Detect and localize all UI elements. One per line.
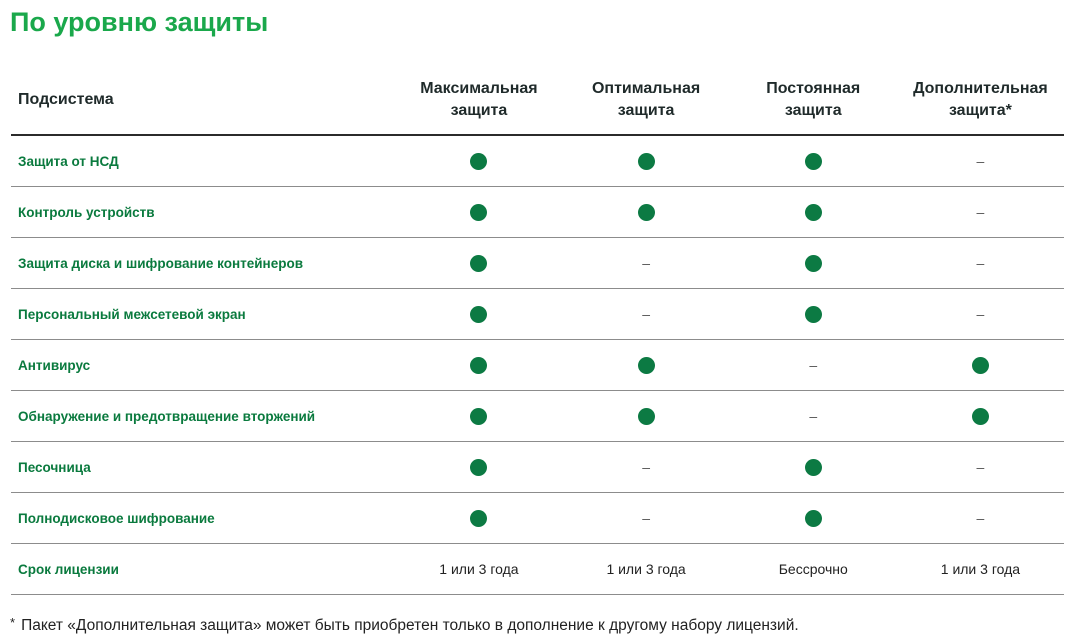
- not-included-dash: –: [642, 306, 650, 322]
- availability-cell: [563, 442, 730, 493]
- footnote-text: Пакет «Дополнительная защита» может быть приобретен только в дополнение к другому набору лицензий.: [21, 617, 799, 634]
- header-subsystem: Подсистема: [11, 66, 395, 135]
- not-included-dash: –: [809, 408, 818, 424]
- subsystem-label: Контроль устройств: [11, 187, 395, 238]
- header-line: Дополнительная: [913, 80, 1048, 97]
- included-dot-icon: [805, 459, 822, 476]
- not-included-dash: –: [976, 255, 985, 271]
- availability-cell: [897, 391, 1064, 442]
- header-line: Максимальная: [420, 80, 538, 97]
- availability-cell: [730, 187, 897, 238]
- license-row: [11, 544, 1064, 595]
- availability-cell: [563, 493, 730, 544]
- availability-cell: [897, 493, 1064, 544]
- included-dot-icon: [638, 204, 655, 221]
- table-row: [11, 340, 1064, 391]
- included-dot-icon: [470, 408, 487, 425]
- availability-cell: [563, 187, 730, 238]
- availability-cell: [563, 391, 730, 442]
- included-dot-icon: [638, 153, 655, 170]
- included-dot-icon: [470, 357, 487, 374]
- header-maximum: [395, 66, 562, 135]
- license-value: Бессрочно: [730, 544, 897, 595]
- table-row: [11, 135, 1064, 187]
- availability-cell: [563, 289, 730, 340]
- availability-cell: [897, 442, 1064, 493]
- included-dot-icon: [470, 510, 487, 527]
- included-dot-icon: [972, 408, 989, 425]
- included-dot-icon: [638, 408, 655, 425]
- page-title: По уровню защиты: [10, 7, 269, 37]
- included-dot-icon: [805, 306, 822, 323]
- availability-cell: [897, 238, 1064, 289]
- not-included-dash: –: [976, 459, 985, 475]
- availability-cell: [730, 493, 897, 544]
- availability-cell: [563, 135, 730, 187]
- license-value: 1 или 3 года: [563, 544, 730, 595]
- footnote-asterisk: *: [10, 615, 16, 630]
- availability-cell: [897, 289, 1064, 340]
- availability-cell: [395, 187, 562, 238]
- included-dot-icon: [805, 153, 822, 170]
- availability-cell: [730, 340, 897, 391]
- header-line: Постоянная: [766, 80, 861, 97]
- availability-cell: [730, 238, 897, 289]
- availability-cell: [395, 238, 562, 289]
- subsystem-label: Персональный межсетевой экран: [11, 289, 395, 340]
- availability-cell: [897, 187, 1064, 238]
- license-label: Срок лицензии: [11, 544, 395, 595]
- subsystem-label: Полнодисковое шифрование: [11, 493, 395, 544]
- availability-cell: [395, 391, 562, 442]
- license-value: 1 или 3 года: [897, 544, 1064, 595]
- included-dot-icon: [805, 204, 822, 221]
- table-row: [11, 187, 1064, 238]
- not-included-dash: –: [976, 510, 985, 526]
- availability-cell: [395, 289, 562, 340]
- header-line: защита*: [948, 102, 1012, 119]
- not-included-dash: –: [642, 459, 650, 475]
- availability-cell: [563, 238, 730, 289]
- header-line: Оптимальная: [591, 80, 701, 97]
- included-dot-icon: [470, 153, 487, 170]
- availability-cell: [897, 135, 1064, 187]
- included-dot-icon: [470, 204, 487, 221]
- header-line: защита: [784, 102, 842, 119]
- availability-cell: [395, 135, 562, 187]
- availability-cell: [730, 391, 897, 442]
- protection-table: [11, 66, 1064, 595]
- availability-cell: [395, 442, 562, 493]
- table-row: [11, 238, 1064, 289]
- header-line: защита: [450, 102, 508, 119]
- included-dot-icon: [638, 357, 655, 374]
- not-included-dash: –: [976, 306, 985, 322]
- header-row: [11, 66, 1064, 135]
- included-dot-icon: [805, 255, 822, 272]
- included-dot-icon: [470, 459, 487, 476]
- header-optimal: [563, 66, 730, 135]
- table-row: [11, 442, 1064, 493]
- subsystem-label: Песочница: [11, 442, 395, 493]
- included-dot-icon: [972, 357, 989, 374]
- footnote: [10, 613, 799, 636]
- header-line: защита: [617, 102, 675, 119]
- table-row: [11, 493, 1064, 544]
- header-additional: [897, 66, 1064, 135]
- availability-cell: [395, 493, 562, 544]
- not-included-dash: –: [809, 357, 818, 373]
- subsystem-label: Защита диска и шифрование контейнеров: [11, 238, 395, 289]
- table-row: [11, 391, 1064, 442]
- not-included-dash: –: [642, 510, 650, 526]
- availability-cell: [730, 135, 897, 187]
- availability-cell: [730, 289, 897, 340]
- included-dot-icon: [470, 255, 487, 272]
- subsystem-label: Обнаружение и предотвращение вторжений: [11, 391, 395, 442]
- not-included-dash: –: [976, 153, 985, 169]
- subsystem-label: Защита от НСД: [11, 135, 395, 187]
- not-included-dash: –: [976, 204, 985, 220]
- included-dot-icon: [470, 306, 487, 323]
- subsystem-label: Антивирус: [11, 340, 395, 391]
- table-row: [11, 289, 1064, 340]
- availability-cell: [563, 340, 730, 391]
- header-permanent: [730, 66, 897, 135]
- license-value: 1 или 3 года: [395, 544, 562, 595]
- not-included-dash: –: [642, 255, 650, 271]
- availability-cell: [395, 340, 562, 391]
- included-dot-icon: [805, 510, 822, 527]
- availability-cell: [730, 442, 897, 493]
- availability-cell: [897, 340, 1064, 391]
